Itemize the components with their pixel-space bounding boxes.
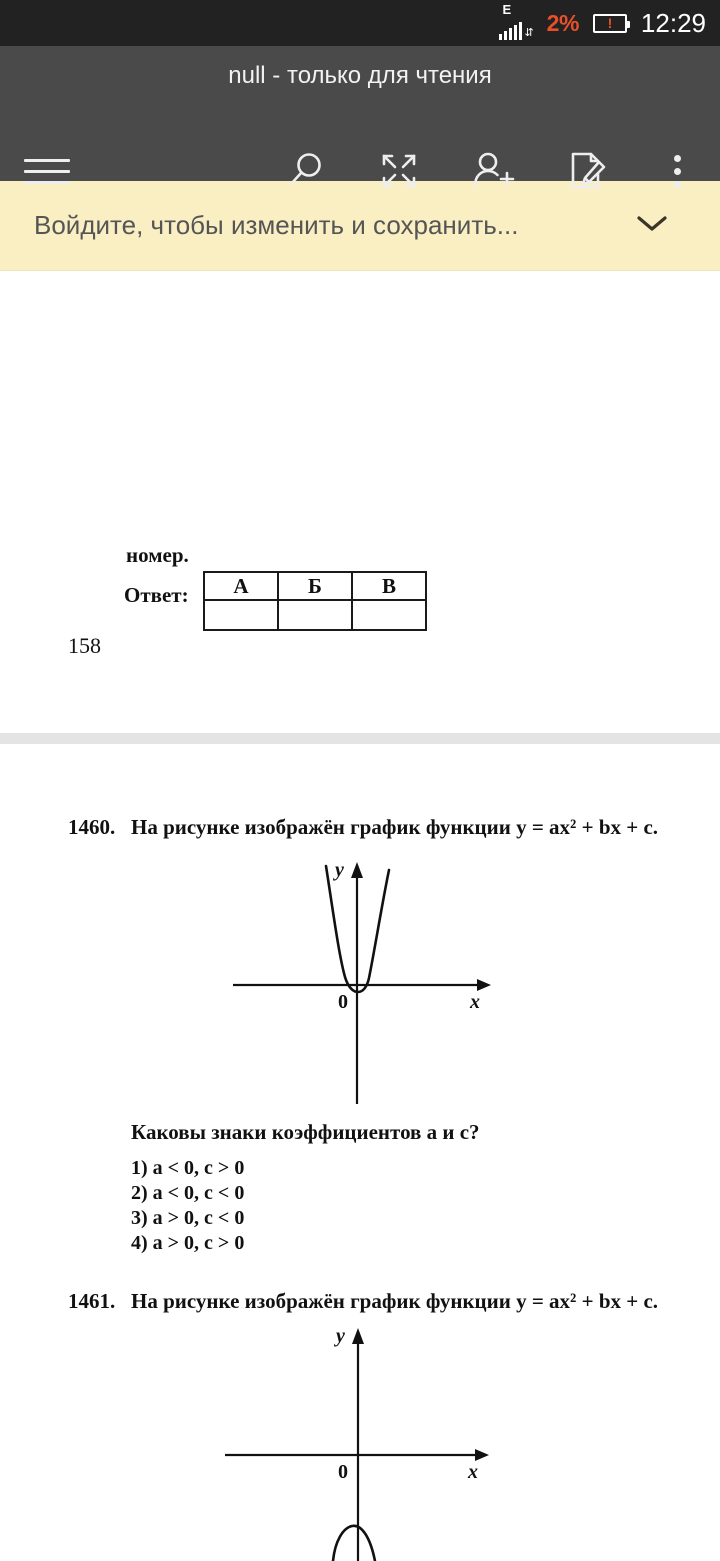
answer-table bbox=[203, 571, 427, 631]
battery-percent-label: 2% bbox=[546, 9, 579, 36]
toolbar bbox=[0, 141, 720, 201]
network-type-label: E bbox=[502, 2, 512, 17]
chevron-down-icon bbox=[634, 212, 670, 234]
page-separator bbox=[0, 733, 720, 744]
graph-1461 bbox=[225, 1326, 500, 1561]
task-option-1: 1) a < 0, c > 0 bbox=[131, 1157, 245, 1179]
menu-icon bbox=[24, 151, 70, 192]
table-header-v: В bbox=[352, 572, 426, 600]
answer-label: Ответ: bbox=[124, 583, 189, 607]
cellular-signal-icon bbox=[499, 2, 533, 40]
document-title: null - только для чтения bbox=[228, 62, 492, 89]
battery-warning-label: ! bbox=[607, 15, 613, 31]
y-axis-label: y bbox=[336, 1325, 345, 1347]
parabola-curve bbox=[333, 1526, 375, 1561]
y-axis-label: y bbox=[335, 859, 344, 881]
table-header-b: Б bbox=[278, 572, 352, 600]
table-cell-b bbox=[278, 600, 352, 630]
page-number: 158 bbox=[68, 633, 101, 658]
edit-document-button[interactable] bbox=[540, 143, 634, 199]
add-person-button[interactable] bbox=[446, 143, 540, 199]
x-axis-arrow bbox=[475, 1449, 489, 1461]
status-bar-indicators bbox=[499, 2, 706, 40]
overflow-menu-icon bbox=[674, 155, 681, 188]
x-axis-label: x bbox=[470, 991, 480, 1013]
document-view[interactable] bbox=[0, 271, 720, 1483]
data-transfer-icon: ⇵ bbox=[524, 27, 533, 39]
battery-low-icon bbox=[593, 14, 627, 33]
table-row bbox=[204, 572, 426, 600]
task-option-4: 4) a > 0, c > 0 bbox=[131, 1232, 245, 1254]
x-axis-arrow bbox=[477, 979, 491, 991]
y-axis-arrow bbox=[352, 1328, 364, 1344]
task-number-1461: 1461. bbox=[68, 1289, 116, 1313]
task-question-1460: Каковы знаки коэффициентов a и c? bbox=[131, 1120, 480, 1144]
task-statement-1461: На рисунке изображён график функции y = ax² + bx + c. bbox=[131, 1289, 659, 1313]
task-option-3: 3) a > 0, c < 0 bbox=[131, 1207, 245, 1229]
table-cell-a bbox=[204, 600, 278, 630]
graph-1460 bbox=[225, 856, 500, 1111]
signin-banner-expand-button[interactable] bbox=[616, 202, 688, 249]
search-button[interactable] bbox=[258, 143, 352, 199]
task-number-1460: 1460. bbox=[68, 815, 116, 839]
task-statement-1460: На рисунке изображён график функции y = ax² + bx + c. bbox=[131, 815, 659, 839]
clock-label: 12:29 bbox=[640, 7, 706, 38]
search-icon bbox=[283, 149, 327, 193]
signal-bars-icon bbox=[499, 22, 522, 40]
table-row bbox=[204, 600, 426, 630]
x-axis-label: x bbox=[468, 1461, 478, 1483]
edit-document-icon bbox=[565, 149, 609, 193]
origin-label: 0 bbox=[338, 1461, 348, 1483]
y-axis-arrow bbox=[351, 862, 363, 878]
fullscreen-button[interactable] bbox=[352, 143, 446, 199]
menu-button[interactable] bbox=[0, 143, 94, 199]
app-bar bbox=[0, 46, 720, 181]
origin-label: 0 bbox=[338, 991, 348, 1013]
status-bar bbox=[0, 0, 720, 46]
fullscreen-icon bbox=[378, 150, 420, 192]
previous-task-word: номер. bbox=[126, 543, 189, 567]
add-person-icon bbox=[471, 149, 515, 193]
signin-banner-message: Войдите, чтобы изменить и сохранить... bbox=[34, 210, 519, 240]
table-cell-v bbox=[352, 600, 426, 630]
table-header-a: А bbox=[204, 572, 278, 600]
overflow-menu-button[interactable] bbox=[634, 143, 720, 199]
task-option-2: 2) a < 0, c < 0 bbox=[131, 1182, 245, 1204]
